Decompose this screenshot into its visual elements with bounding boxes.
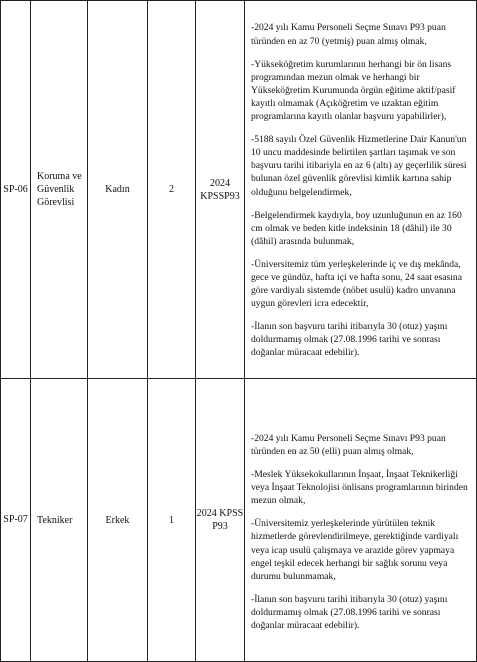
- count-cell: 1: [148, 379, 196, 662]
- requirements-list: [245, 398, 476, 632]
- requirement-item: -2024 yılı Kamu Personeli Seçme Sınavı P93 puan türünden en az 70 (yetmiş) puan almış olmak,: [251, 22, 446, 47]
- gender-cell: Kadın: [88, 1, 148, 379]
- requirement-item: -İlanın son başvuru tarihi itibarıyla 30 (otuz) yaşını doldurmamış olmak (27.08.1996 tarihi ve sonrası doğanlar müracaat edebilir).: [251, 593, 448, 632]
- requirement-item: -Üniversitemiz yerleşkelerinde yürütülen teknik hizmetlerde görevlendirilmeye, gerektiğinde vardiyalı veya icap usulü çalışmaya ve arazide görev yapmaya engel teşkil edecek herhangi bir sağlık sorunu veya durumu bulunmamak,: [251, 518, 459, 582]
- position-code: SP-07: [1, 379, 31, 662]
- count-cell: 2: [148, 1, 196, 379]
- table-row: [1, 1, 477, 379]
- requirement-item: -Yükseköğretim kurumlarının herhangi bir ön lisans programından mezun olmak ve herhangi bir Yükseköğretim Kurumunda örgün eğitime aktif/pasif kayıtlı olmamak (Açıköğretim ve uzaktan eğitim programlarına kayıtlı olanlar başvuru yapabilirler),: [251, 58, 456, 123]
- requirements-cell: [245, 1, 477, 379]
- requirement-item: -İlanın son başvuru tarihi itibarıyla 30 (otuz) yaşını doldurmamış olmak (27.08.1996 tarihi ve sonrası doğanlar müracaat edebilir).: [251, 321, 448, 359]
- requirements-list: [245, 9, 476, 359]
- gender-cell: Erkek: [88, 379, 148, 662]
- requirement-item: -Meslek Yüksekokullarının İnşaat, İnşaat Teknikerliği veya İnşaat Teknolojisi önlisans programlarının birinden mezun olmak,: [251, 469, 468, 507]
- position-title: Tekniker: [31, 379, 88, 662]
- position-title: Koruma ve Güvenlik Görevlisi: [31, 1, 88, 379]
- exam-cell: 2024 KPSSP93: [196, 1, 245, 379]
- requirement-item: -Üniversitemiz tüm yerleşkelerinde iç ve dış mekânda, gece ve gündüz, hafta içi ve hafta sonu, 24 saat esasına göre vardiyalı sistemde (nöbet usulü) kadro unvanına uygun görevleri icra edecektir,: [251, 258, 462, 310]
- requirements-cell: [245, 379, 477, 662]
- requirement-item: -Belgelendirmek kaydıyla, boy uzunluğunun en az 160 cm olmak ve beden kitle indeksinin 18 (dâhil) ile 30 (dâhil) arasında bulunmak,: [251, 209, 462, 247]
- requirement-item: -5188 sayılı Özel Güvenlik Hizmetlerine Dair Kanun'un 10 uncu maddesinde belirtilen şartları taşımak ve son başvuru tarihi itibariyla en az 6 (altı) ay geçerlilik süresi bulunan özel güvenlik görevlisi kimlik kartına sahip olduğunu belgelendirmek,: [251, 134, 467, 198]
- exam-cell: 2024 KPSS P93: [196, 379, 245, 662]
- table-row: [1, 379, 477, 662]
- position-code: SP-06: [1, 1, 31, 379]
- requirement-item: -2024 yılı Kamu Personeli Seçme Sınavı P93 puan türünden en az 50 (elli) puan almış olmak,: [251, 432, 446, 457]
